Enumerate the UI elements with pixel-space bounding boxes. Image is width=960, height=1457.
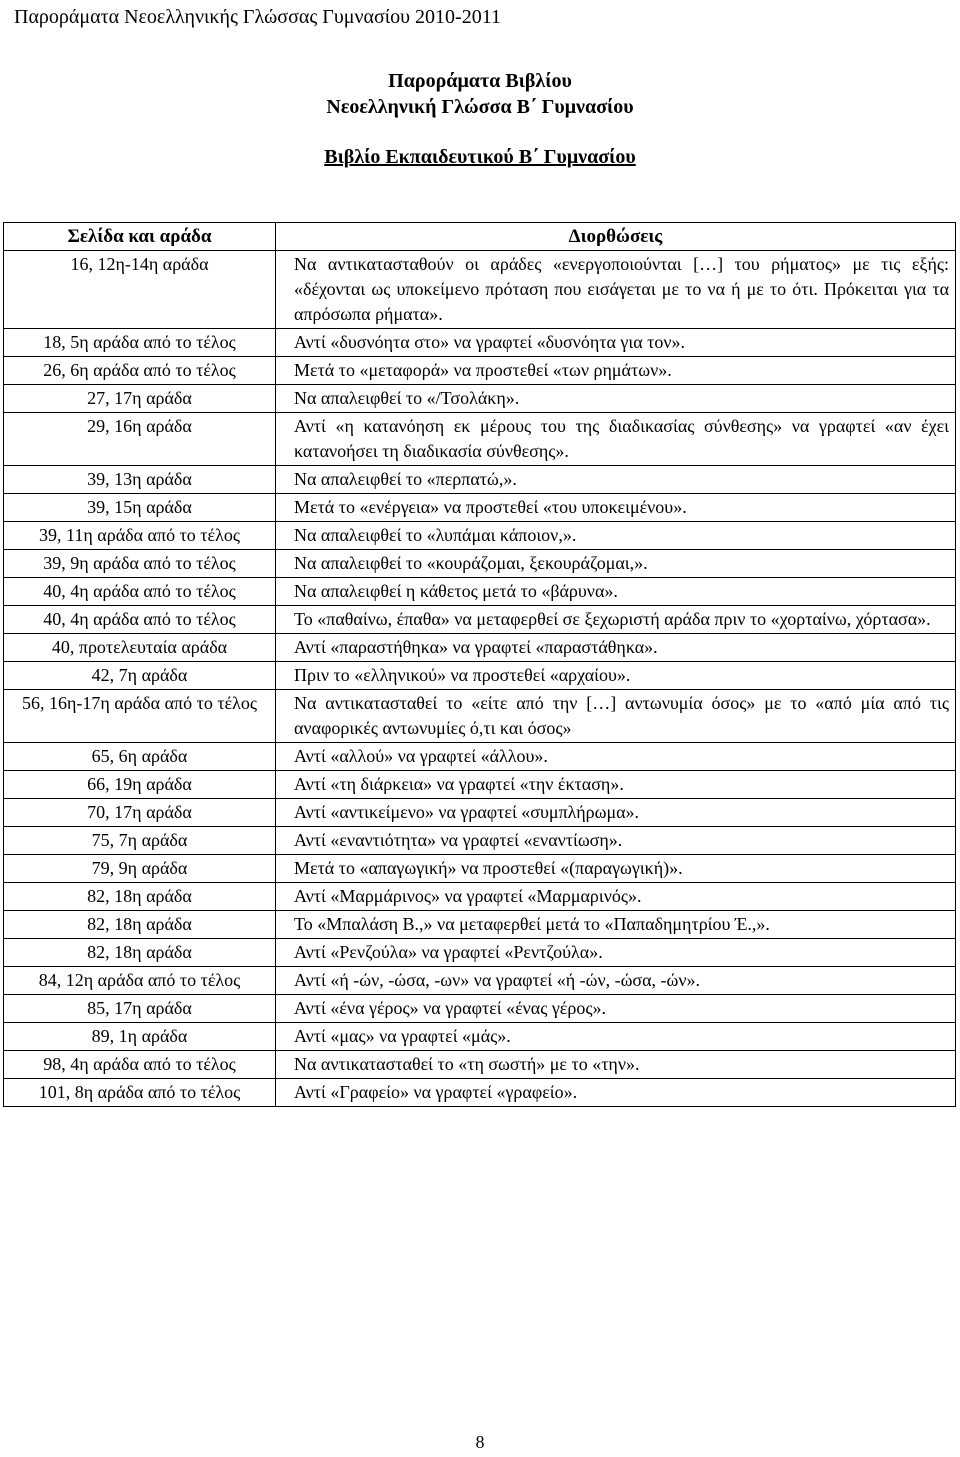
errata-table xyxy=(3,222,956,1107)
table-row xyxy=(4,606,956,634)
table-row xyxy=(4,911,956,939)
row-location: 85, 17η αράδα xyxy=(4,995,276,1023)
row-location: 65, 6η αράδα xyxy=(4,743,276,771)
table-row xyxy=(4,967,956,995)
row-correction: Αντί «μας» να γραφτεί «μάς». xyxy=(276,1023,956,1051)
row-correction: Αντί «αντικείμενο» να γραφτεί «συμπλήρωμα». xyxy=(276,799,956,827)
table-row xyxy=(4,329,956,357)
row-correction: Να απαλειφθεί το «λυπάμαι κάποιον,». xyxy=(276,522,956,550)
row-location: 89, 1η αράδα xyxy=(4,1023,276,1051)
row-correction: Αντί «τη διάρκεια» να γραφτεί «την έκταση». xyxy=(276,771,956,799)
table-row xyxy=(4,799,956,827)
table-row xyxy=(4,827,956,855)
table-row xyxy=(4,550,956,578)
table-row xyxy=(4,522,956,550)
row-location: 79, 9η αράδα xyxy=(4,855,276,883)
row-correction: Αντί «Ρενζούλα» να γραφτεί «Ρεντζούλα». xyxy=(276,939,956,967)
table-row xyxy=(4,466,956,494)
table-row xyxy=(4,1079,956,1107)
row-correction: Αντί «Μαρμάρινος» να γραφτεί «Μαρμαρινός». xyxy=(276,883,956,911)
row-location: 84, 12η αράδα από το τέλος xyxy=(4,967,276,995)
document-title xyxy=(0,68,960,120)
row-correction: Μετά το «μεταφορά» να προστεθεί «των ρημάτων». xyxy=(276,357,956,385)
row-correction: Να απαλειφθεί η κάθετος μετά το «βάρυνα». xyxy=(276,578,956,606)
row-location: 98, 4η αράδα από το τέλος xyxy=(4,1051,276,1079)
row-location: 66, 19η αράδα xyxy=(4,771,276,799)
document-subtitle: Βιβλίο Εκπαιδευτικού Β΄ Γυμνασίου xyxy=(324,146,636,168)
row-location: 40, 4η αράδα από το τέλος xyxy=(4,578,276,606)
table-row xyxy=(4,662,956,690)
title-line-2: Νεοελληνική Γλώσσα Β΄ Γυμνασίου xyxy=(326,96,634,118)
row-correction: Αντί «αλλού» να γραφτεί «άλλου». xyxy=(276,743,956,771)
row-location: 82, 18η αράδα xyxy=(4,883,276,911)
table-row xyxy=(4,634,956,662)
row-correction: Αντί «εναντιότητα» να γραφτεί «εναντίωση». xyxy=(276,827,956,855)
row-location: 70, 17η αράδα xyxy=(4,799,276,827)
row-correction: Μετά το «απαγωγική» να προστεθεί «(παραγωγική)». xyxy=(276,855,956,883)
row-location: 82, 18η αράδα xyxy=(4,911,276,939)
table-row xyxy=(4,357,956,385)
table-row xyxy=(4,855,956,883)
table-body xyxy=(4,251,956,1107)
row-location: 39, 11η αράδα από το τέλος xyxy=(4,522,276,550)
row-location: 18, 5η αράδα από το τέλος xyxy=(4,329,276,357)
row-location: 29, 16η αράδα xyxy=(4,413,276,466)
running-header: Παροράματα Νεοελληνικής Γλώσσας Γυμνασίου 2010-2011 xyxy=(14,6,501,28)
row-correction: Να αντικατασταθεί το «τη σωστή» με το «την». xyxy=(276,1051,956,1079)
row-correction: Αντί «η κατανόηση εκ μέρους του της διαδικασίας σύνθεσης» να γραφτεί «αν έχει κατανοήσει τη διαδικασία σύνθεσης». xyxy=(276,413,956,466)
table-row xyxy=(4,1023,956,1051)
row-location: 16, 12η-14η αράδα xyxy=(4,251,276,329)
row-location: 75, 7η αράδα xyxy=(4,827,276,855)
column-header-corrections: Διορθώσεις xyxy=(276,223,956,251)
row-correction: Αντί «ένα γέρος» να γραφτεί «ένας γέρος». xyxy=(276,995,956,1023)
table-header-row xyxy=(4,223,956,251)
table-row xyxy=(4,939,956,967)
title-line-1: Παροράματα Βιβλίου xyxy=(388,70,572,92)
row-location: 27, 17η αράδα xyxy=(4,385,276,413)
row-correction: Να απαλειφθεί το «περπατώ,». xyxy=(276,466,956,494)
table-row xyxy=(4,690,956,743)
row-correction: Να αντικατασταθούν οι αράδες «ενεργοποιούνται […] του ρήματος» με τις εξής: «δέχονται ως υποκείμενο πρόταση που εισάγεται με το να ή με το ότι. Πρόκειται για τα απρόσωπα ρήματα». xyxy=(276,251,956,329)
row-location: 42, 7η αράδα xyxy=(4,662,276,690)
page-number: 8 xyxy=(475,1432,485,1452)
row-correction: Να απαλειφθεί το «/Τσολάκη». xyxy=(276,385,956,413)
row-correction: Να αντικατασταθεί το «είτε από την […] αντωνυμία όσος» με το «από μία από τις αναφορικές αντωνυμίες ό,τι και όσος» xyxy=(276,690,956,743)
table-row xyxy=(4,251,956,329)
row-location: 26, 6η αράδα από το τέλος xyxy=(4,357,276,385)
column-header-location: Σελίδα και αράδα xyxy=(4,223,276,251)
row-correction: Αντί «Γραφείο» να γραφτεί «γραφείο». xyxy=(276,1079,956,1107)
table-row xyxy=(4,494,956,522)
row-correction: Αντί «παραστήθηκα» να γραφτεί «παραστάθηκα». xyxy=(276,634,956,662)
row-correction: Πριν το «ελληνικού» να προστεθεί «αρχαίου». xyxy=(276,662,956,690)
row-correction: Το «παθαίνω, έπαθα» να μεταφερθεί σε ξεχωριστή αράδα πριν το «χορταίνω, χόρτασα». xyxy=(276,606,956,634)
row-location: 101, 8η αράδα από το τέλος xyxy=(4,1079,276,1107)
row-location: 56, 16η-17η αράδα από το τέλος xyxy=(4,690,276,743)
table-row xyxy=(4,883,956,911)
table-row xyxy=(4,771,956,799)
table-row xyxy=(4,385,956,413)
table-row xyxy=(4,1051,956,1079)
row-correction: Αντί «ή -ών, -ώσα, -ων» να γραφτεί «ή -ών, -ώσα, -ών». xyxy=(276,967,956,995)
table-row xyxy=(4,743,956,771)
row-location: 39, 13η αράδα xyxy=(4,466,276,494)
row-correction: Μετά το «ενέργεια» να προστεθεί «του υποκειμένου». xyxy=(276,494,956,522)
row-correction: Αντί «δυσνόητα στο» να γραφτεί «δυσνόητα για τον». xyxy=(276,329,956,357)
table-row xyxy=(4,578,956,606)
row-correction: Το «Μπαλάση Β.,» να μεταφερθεί μετά το «Παπαδημητρίου Έ.,». xyxy=(276,911,956,939)
row-correction: Να απαλειφθεί το «κουράζομαι, ξεκουράζομαι,». xyxy=(276,550,956,578)
row-location: 40, προτελευταία αράδα xyxy=(4,634,276,662)
table-row xyxy=(4,995,956,1023)
table-row xyxy=(4,413,956,466)
row-location: 39, 15η αράδα xyxy=(4,494,276,522)
row-location: 39, 9η αράδα από το τέλος xyxy=(4,550,276,578)
row-location: 40, 4η αράδα από το τέλος xyxy=(4,606,276,634)
row-location: 82, 18η αράδα xyxy=(4,939,276,967)
